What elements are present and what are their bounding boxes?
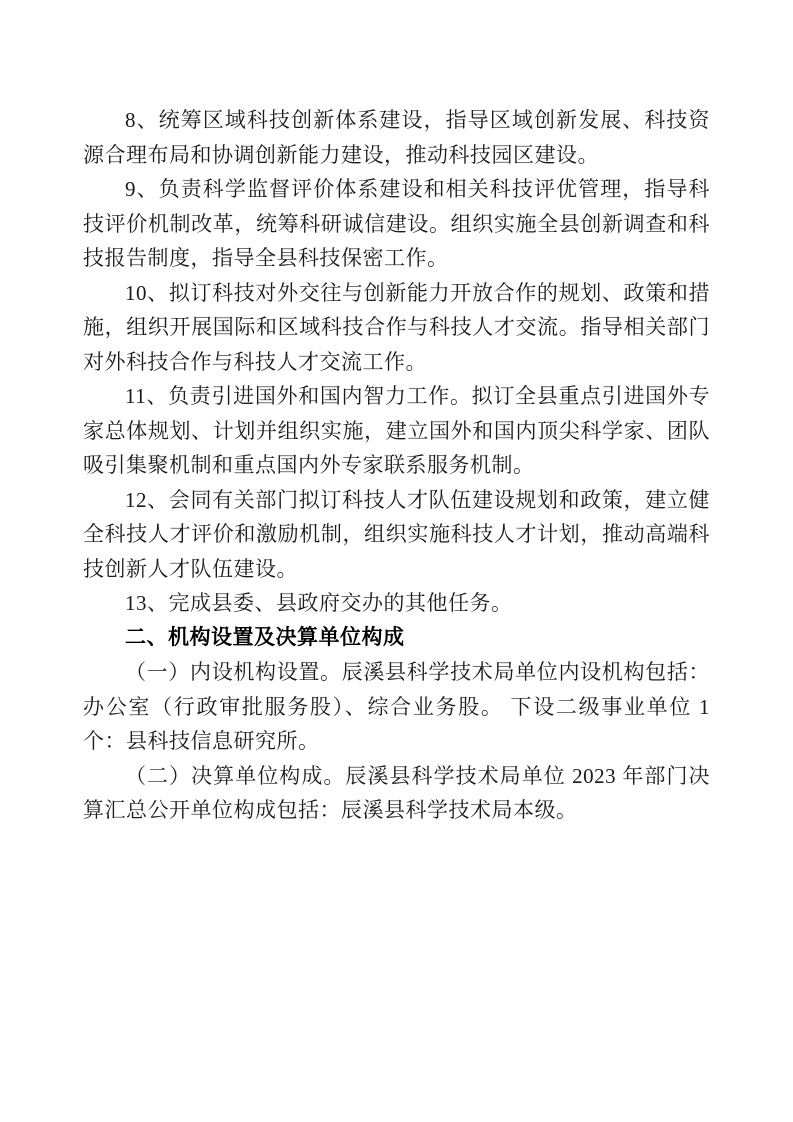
section-heading-organization: 二、机构设置及决算单位构成 bbox=[125, 625, 405, 649]
duty-item-13: 13、完成县委、县政府交办的其他任务。 bbox=[125, 591, 513, 615]
duty-item-11: 11、负责引进国外和国内智力工作。拟订全县重点引进国外专家总体规划、计划并组织实施，建立国外和国内顶尖科学家、团队吸引集聚机制和重点国内外专家联系服务机制。 bbox=[83, 384, 710, 477]
duty-item-10: 10、拟订科技对外交往与创新能力开放合作的规划、政策和措施，组织开展国际和区域科技合作与科技人才交流。指导相关部门对外科技合作与科技人才交流工作。 bbox=[83, 280, 710, 374]
internal-organization-paragraph: （一）内设机构设置。辰溪县科学技术局单位内设机构包括：办公室（行政审批服务股）、综合业务股。 下设二级事业单位 1 个：县科技信息研究所。 bbox=[83, 660, 710, 753]
duty-item-9: 9、负责科学监督评价体系建设和相关科技评优管理，指导科技评价机制改革，统筹科研诚信建设。组织实施全县创新调查和科技报告制度，指导全县科技保密工作。 bbox=[83, 177, 710, 270]
document-body bbox=[83, 103, 710, 828]
duty-item-8: 8、统筹区域科技创新体系建设，指导区域创新发展、科技资源合理布局和协调创新能力建设，推动科技园区建设。 bbox=[83, 108, 710, 167]
unit-composition-paragraph: （二）决算单位构成。辰溪县科学技术局单位 2023 年部门决算汇总公开单位构成包括：辰溪县科学技术局本级。 bbox=[83, 763, 710, 822]
duty-item-12: 12、会同有关部门拟订科技人才队伍建设规划和政策，建立健全科技人才评价和激励机制，组织实施科技人才计划，推动高端科技创新人才队伍建设。 bbox=[83, 487, 710, 581]
